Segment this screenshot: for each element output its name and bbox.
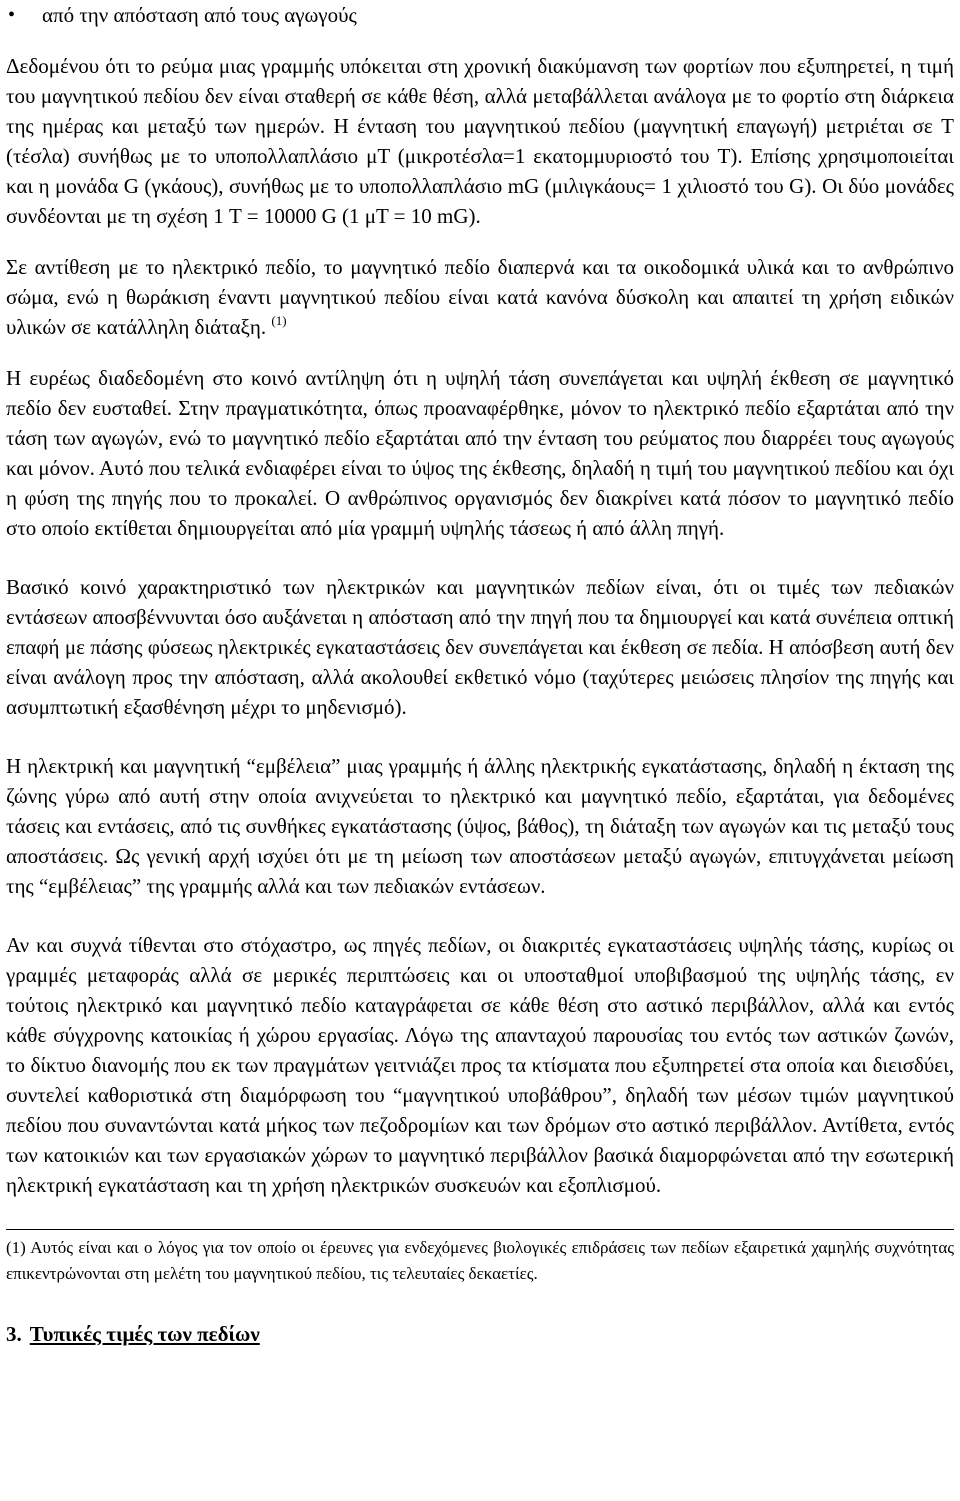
paragraph-1: Δεδομένου ότι το ρεύμα μιας γραμμής υπόκειται στη χρονική διακύμανση των φορτίων που εξυπηρετεί, η τιμή του μαγνητικού πεδίου δεν είναι σταθερή σε κάθε θέση, αλλά μεταβάλλεται ανάλογα με το φορτίο στη διάρκεια της ημέρας και μεταξύ των ημερών. Η ένταση του μαγνητικού πεδίου (μαγνητική επαγωγή) μετριέται σε T (τέσλα) συνήθως με το υποπολλαπλάσιο μT (μικροτέσλα=1 εκατομμυριοστό του T). Επίσης χρησιμοποιείται και η μονάδα G (γκάους), συνήθως με το υποπολλαπλάσιο mG (μιλιγκάους= 1 χιλιοστό του G). Οι δύο μονάδες συνδέονται με τη σχέση 1 T = 10000 G (1 μT = 10 mG).: [6, 54, 954, 228]
paragraph-5: Η ηλεκτρική και μαγνητική “εμβέλεια” μιας γραμμής ή άλλης ηλεκτρικής εγκατάστασης, δηλαδή η έκταση της ζώνης γύρω από αυτή στην οποία ανιχνεύεται το ηλεκτρικό και μαγνητικό πεδίο, εξαρτάται, για δεδομένες τάσεις και εντάσεις, από τις συνθήκες εγκατάστασης (ύψος, βάθος), τη διάταξη των αγωγών και τις μεταξύ τους αποστάσεις. Ως γενική αρχή ισχύει ότι με τη μείωση των αποστάσεων μεταξύ αγωγών, επιτυγχάνεται μείωση της “εμβέλειας” της γραμμής αλλά και των πεδιακών εντάσεων.: [6, 754, 954, 898]
bullet-text: από την απόσταση από τους αγωγούς: [42, 3, 357, 27]
bullet-item: [6, 0, 954, 30]
bullet-dot: •: [8, 4, 16, 26]
paragraph-6: Αν και συχνά τίθενται στο στόχαστρο, ως πηγές πεδίων, οι διακριτές εγκαταστάσεις υψηλής τάσης, κυρίως οι γραμμές μεταφοράς αλλά σε μερικές περιπτώσεις και οι υποσταθμοί υποβιβασμού της υψηλής τάσης, εν τούτοις ηλεκτρικό και μαγνητικό πεδίο καταγράφεται σε κάθε θέση στο αστικό περιβάλλον, αλλά και εντός κάθε σύγχρονης κατοικίας ή χώρου εργασίας. Λόγω της απανταχού παρουσίας του εντός των αστικών ζωνών, το δίκτυο διανομής που εκ των πραγμάτων γειτνιάζει προς τα κτίσματα που εξυπηρετεί στα οποία και διεισδύει, συντελεί καθοριστικά στη διαμόρφωση του “μαγνητικού υποβάθρου”, δηλαδή των μέσων τιμών μαγνητικού πεδίου που συναντώνται κατά μήκος των πεζοδρομίων και των δρόμων στο αστικό περιβάλλον. Αντίθετα, εντός των κατοικιών και των εργασιακών χώρων το μαγνητικό περιβάλλον βασικά διαμορφώνεται από την εσωτερική ηλεκτρική εγκατάσταση και τη χρήση ηλεκτρικών συσκευών και εξοπλισμού.: [6, 933, 954, 1197]
section-heading: [6, 1319, 954, 1349]
section-title: Τυπικές τιμές των πεδίων: [29, 1322, 260, 1346]
paragraph-4: Βασικό κοινό χαρακτηριστικό των ηλεκτρικών και μαγνητικών πεδίων είναι, ότι οι τιμές των πεδιακών εντάσεων αποσβέννυνται όσο αυξάνεται η απόσταση από την πηγή που τα δημιουργεί και κατά συνέπεια οπτική επαφή με πάσης φύσεως ηλεκτρικές εγκαταστάσεις δεν συνεπάγεται και έκθεση σε πεδία. Η απόσβεση αυτή δεν είναι ανάλογη προς την απόσταση, αλλά ακολουθεί εκθετικό νόμο (ταχύτερες μειώσεις πλησίον της πηγής και ασυμπτωτική εξασθένηση μέχρι το μηδενισμό).: [6, 575, 954, 719]
footnote-divider: [6, 1229, 954, 1230]
footnote: (1) Αυτός είναι και ο λόγος για τον οποίο οι έρευνες για ενδεχόμενες βιολογικές επιδράσεις των πεδίων εξαιρετικά χαμηλής συχνότητας επικεντρώνονται στη μελέτη του μαγνητικού πεδίου, τις τελευταίες δεκαετίες.: [6, 1238, 954, 1283]
section-number: 3.: [6, 1322, 22, 1346]
document-page: [6, 0, 954, 1349]
footnote-reference: (1): [271, 313, 287, 328]
paragraph-2: [6, 252, 954, 342]
paragraph-2-text: Σε αντίθεση με το ηλεκτρικό πεδίο, το μαγνητικό πεδίο διαπερνά και τα οικοδομικά υλικά και το ανθρώπινο σώμα, ενώ η θωράκιση έναντι μαγνητικού πεδίου είναι κατά κανόνα δύσκολη και απαιτεί τη χρήση ειδικών υλικών σε κατάλληλη διάταξη.: [6, 255, 954, 339]
paragraph-3: Η ευρέως διαδεδομένη στο κοινό αντίληψη ότι η υψηλή τάση συνεπάγεται και υψηλή έκθεση σε μαγνητικό πεδίο δεν ευσταθεί. Στην πραγματικότητα, όπως προαναφέρθηκε, μόνον το ηλεκτρικό πεδίο εξαρτάται από την τάση των αγωγών, ενώ το μαγνητικό πεδίο εξαρτάται από την ένταση του ρεύματος που διαρρέει τους αγωγούς και μόνον. Αυτό που τελικά ενδιαφέρει είναι το ύψος της έκθεσης, δηλαδή η τιμή του μαγνητικού πεδίου και όχι η φύση της πηγής που το προκαλεί. Ο ανθρώπινος οργανισμός δεν διακρίνει κατά πόσον το μαγνητικό πεδίο στο οποίο εκτίθεται δημιουργείται από μία γραμμή υψηλής τάσεως ή από άλλη πηγή.: [6, 366, 954, 540]
